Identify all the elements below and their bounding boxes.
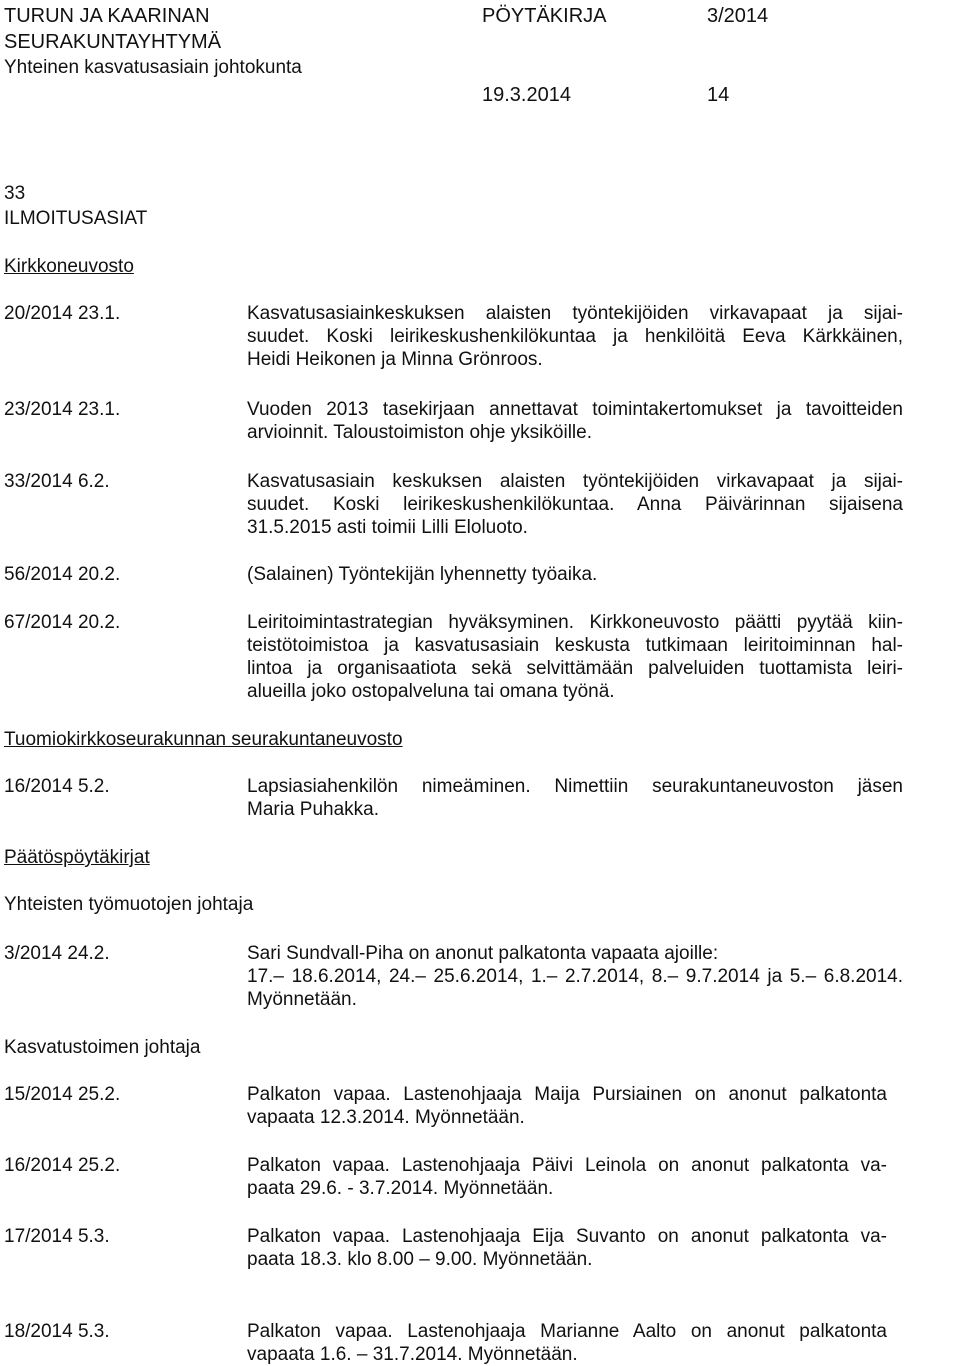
item-description: (Salainen) Työntekijän lyhennetty työaika. [247,564,598,585]
page-number: 14 [707,84,730,106]
item-description: Vuoden 2013 tasekirjaan annettavat toimintakertomukset ja tavoitteiden arvioinnit. Taloustoimiston ohje yksiköille. [247,399,903,443]
item-reference: 16/2014 5.2. [4,776,110,797]
board-name: Yhteinen kasvatusasiain johtokunta [4,57,302,78]
item-description: Palkaton vapaa. Lastenohjaaja Marianne Aalto on anonut palkatonta vapaata 1.6. – 31.7.2014. Myönnetään. [247,1321,887,1365]
document-number: 3/2014 [707,5,769,27]
item-reference: 15/2014 25.2. [4,1084,121,1105]
item-description: Palkaton vapaa. Lastenohjaaja Eija Suvanto on anonut palkatonta va- paata 18.3. klo 8.00 – 9.00. Myönnetään. [247,1226,887,1270]
item-reference: 20/2014 23.1. [4,303,121,324]
meeting-date: 19.3.2014 [482,84,571,106]
item-reference: 17/2014 5.3. [4,1226,110,1247]
org-name-line2: SEURAKUNTAYHTYMÄ [4,31,222,53]
subheading-kasvatustoimen-johtaja: Kasvatustoimen johtaja [4,1037,201,1058]
item-description: Lapsiasiahenkilön nimeäminen. Nimettiin seurakuntaneuvoston jäsen Maria Puhakka. [247,776,903,820]
item-description: Leiritoimintastrategian hyväksyminen. Kirkkoneuvosto päätti pyytää kiin- teistötoimistoa ja kasvatusasiain keskusta tutkimaan leiritoiminnan hal- lintoa ja organisaatiota sekä selvittämään palveluiden tuottamista leiri- alueilla joko ostopalveluna tai omana työnä. [247,612,903,702]
item-reference: 56/2014 20.2. [4,564,121,585]
item-description: Kasvatusasiainkeskuksen alaisten työntekijöiden virkavapaat ja sijai- suudet. Koski leirikeskushenkilökuntaa ja henkilöitä Eeva Kärkkäinen, Heidi Heikonen ja Minna Grönroos. [247,303,903,370]
item-reference: 23/2014 23.1. [4,399,121,420]
group-heading-seurakuntaneuvosto: Tuomiokirkkoseurakunnan seurakuntaneuvosto [4,729,403,750]
item-reference: 16/2014 25.2. [4,1155,121,1176]
item-description: Palkaton vapaa. Lastenohjaaja Päivi Leinola on anonut palkatonta va- paata 29.6. - 3.7.2014. Myönnetään. [247,1155,887,1199]
org-name-line1: TURUN JA KAARINAN [4,5,210,27]
group-heading-paatospoytakirjat: Päätöspöytäkirjat [4,847,150,868]
item-reference: 67/2014 20.2. [4,612,121,633]
subheading-yhteisten-tyomuotojen-johtaja: Yhteisten työmuotojen johtaja [4,894,254,915]
document-type: PÖYTÄKIRJA [482,5,607,27]
item-reference: 3/2014 24.2. [4,943,110,964]
section-title: ILMOITUSASIAT [4,208,148,229]
item-reference: 18/2014 5.3. [4,1321,110,1342]
item-description: Kasvatusasiain keskuksen alaisten työntekijöiden virkavapaat ja sijai- suudet. Koski leirikeskushenkilökuntaa. Anna Päivärinnan sijaisena 31.5.2015 asti toimii Lilli Eloluoto. [247,471,903,538]
item-description: Sari Sundvall-Piha on anonut palkatonta vapaata ajoille: 17.– 18.6.2014, 24.– 25.6.2014, 1.– 2.7.2014, 8.– 9.7.2014 ja 5.– 6.8.2014. Myönnetään. [247,943,903,1010]
section-number: 33 [4,183,26,204]
item-reference: 33/2014 6.2. [4,471,110,492]
item-description: Palkaton vapaa. Lastenohjaaja Maija Pursiainen on anonut palkatonta vapaata 12.3.2014. Myönnetään. [247,1084,887,1128]
group-heading-kirkkoneuvosto: Kirkkoneuvosto [4,256,134,277]
